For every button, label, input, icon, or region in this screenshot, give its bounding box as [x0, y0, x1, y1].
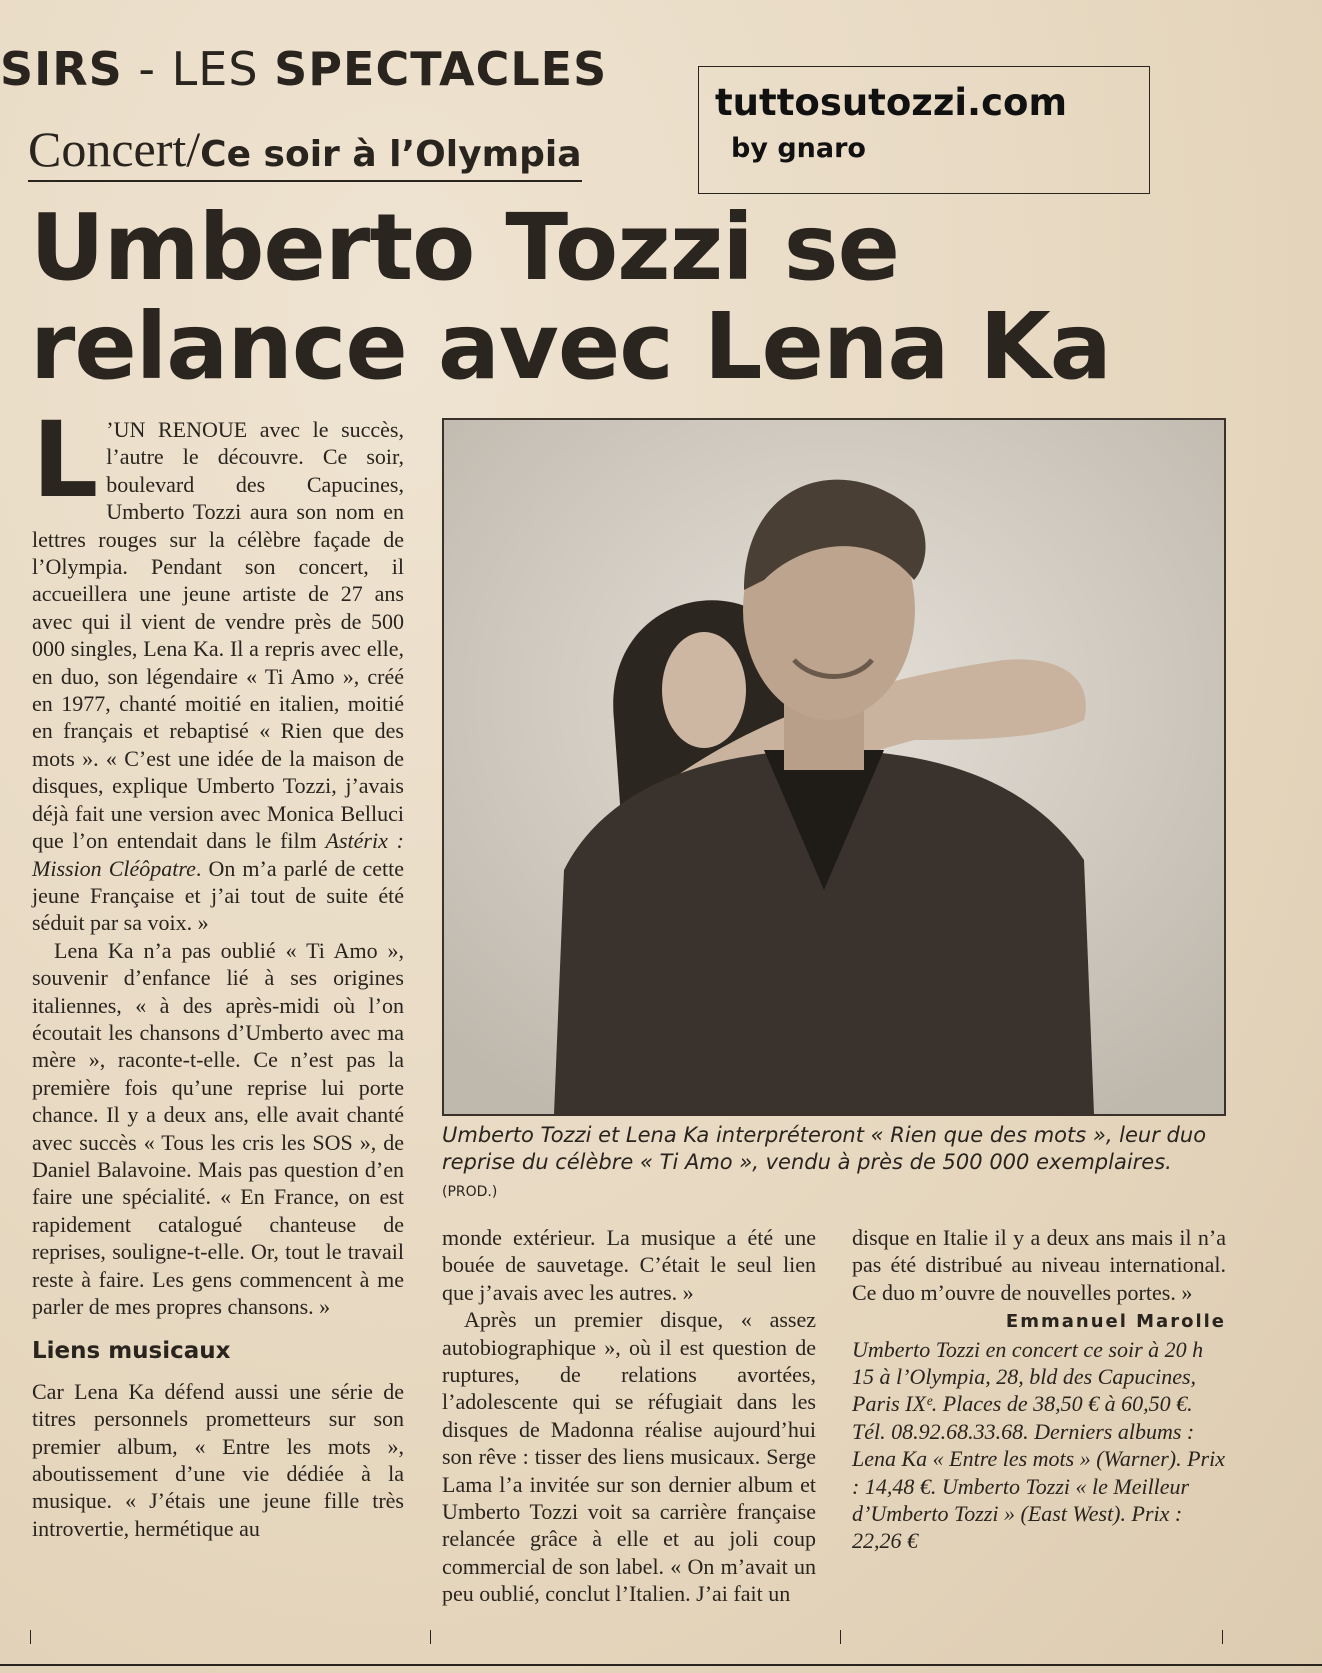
column-tick — [840, 1630, 841, 1644]
rubric-part1: SIRS — [0, 42, 123, 96]
photo-credit: (PROD.) — [442, 1184, 498, 1200]
column-tick — [30, 1630, 31, 1644]
article-column-3 — [852, 1224, 1226, 1555]
column-tick — [1222, 1630, 1223, 1644]
article-paragraph: Lena Ka n’a pas oublié « Ti Amo », souvenir d’enfance lié à ses origines italiennes, « à des après-midi où l’on écoutait les chansons d’Umberto avec ma mère », raconte-t-elle. Ce n’est pas la première fois qu’une reprise lui porte chance. Il y a deux ans, elle avait chanté avec succès « Tous les cris les SOS », de Daniel Balavoine. Mais pas question d’en faire une spécialité. « En France, on est rapidement catalogué chanteuse de reprises, souligne-t-elle. Or, tout le travail reste à faire. Les gens commencent à me parler de mes propres chansons. » — [32, 937, 404, 1319]
article-column-1 — [32, 399, 404, 1542]
article-paragraph — [32, 399, 404, 937]
practical-info: Umberto Tozzi en concert ce soir à 20 h 15 à l’Olympia, 28, bld des Capucines, Paris IXᵉ. Places de 38,50 € à 60,50 €. Tél. 08.92.68.33.68. Derniers albums : Lena Ka « Entre les mots » (Warner). Prix : 14,48 €. Umberto Tozzi « le Meilleur d’Umberto Tozzi » (East West). Prix : 22,26 € — [852, 1336, 1225, 1554]
photo-illustration — [444, 420, 1224, 1114]
article-text: . On m’a parlé de cette jeune Française et j’ai tout de suite été séduit par sa voix. » — [32, 855, 404, 936]
watermark-box — [698, 66, 1150, 194]
film-title: Astérix : Mission Cléôpatre — [32, 828, 404, 881]
watermark-by: by gnaro — [731, 133, 866, 164]
article-paragraph: Après un premier disque, « assez autobiographique », où il est question de ruptures, de relations avortées, l’adolescente qui se réfugiait dans les disques de Madonna réalise aujourd’hui son rêve : tisser des liens musicaux. Serge Lama l’a invitée sur son dernier album et Umberto Tozzi voit sa carrière française relancée grâce à elle et au joli coup commercial de son label. « On m’avait un peu oublié, conclut l’Italien. J’ai fait un — [442, 1307, 816, 1607]
article-paragraph: disque en Italie il y a deux ans mais il n’a pas été distribué au niveau international. Ce duo m’ouvre de nouvelles portes. » — [852, 1225, 1226, 1305]
bottom-rule — [0, 1664, 1322, 1666]
byline: Emmanuel Marolle — [1005, 1311, 1226, 1333]
caption-text: Umberto Tozzi et Lena Ka interpréteront « Rien que des mots », leur duo reprise du célèbre « Ti Amo », vendu à près de 500 000 exemplaires. — [442, 1123, 1207, 1174]
headline: Umberto Tozzi se relance avec Lena Ka — [30, 194, 1111, 401]
article-text: ’UN RENOUE avec le succès, l’autre le découvre. Ce soir, boulevard des Capucines, Umberto Tozzi aura son nom en lettres rouges sur la célèbre façade de l’Olympia. Pendant son concert, il accueillera une jeune artiste de 27 ans avec qui il vient de vendre près de 500 000 singles, Lena Ka. Il a repris avec elle, en duo, son légendaire « Ti Amo », créé en 1977, chanté moitié en italien, moitié en français et rebaptisé « Rien que des mots ». « C’est une idée de la maison de disques, explique Umberto Tozzi, j’avais déjà fait une version avec Monica Belluci que l’on entendait dans le film — [32, 417, 404, 854]
article-column-2 — [442, 1224, 816, 1608]
kicker — [28, 120, 582, 182]
kicker-sub: Ce soir à l’Olympia — [200, 134, 582, 175]
rubric-part2: SPECTACLES — [274, 42, 608, 96]
kicker-main: Concert/ — [28, 121, 201, 177]
column-tick — [430, 1630, 431, 1644]
dropcap: L — [32, 399, 99, 521]
section-rubric — [0, 42, 607, 96]
article-paragraph: Car Lena Ka défend aussi une série de titres personnels prometteurs sur son premier album, « Entre les mots », aboutissement d’une vie dédiée à la musique. « J’étais une jeune fille très introvertie, hermétique au — [32, 1378, 404, 1541]
photo-caption — [442, 1122, 1232, 1206]
article-photo — [442, 418, 1226, 1116]
article-paragraph: monde extérieur. La musique a été une bouée de sauvetage. C’était le seul lien que j’avais avec les autres. » — [442, 1225, 816, 1305]
rubric-separator: - LES — [138, 42, 259, 96]
subheading: Liens musicaux — [32, 1338, 231, 1365]
watermark-site: tuttosutozzi.com — [715, 81, 1068, 124]
